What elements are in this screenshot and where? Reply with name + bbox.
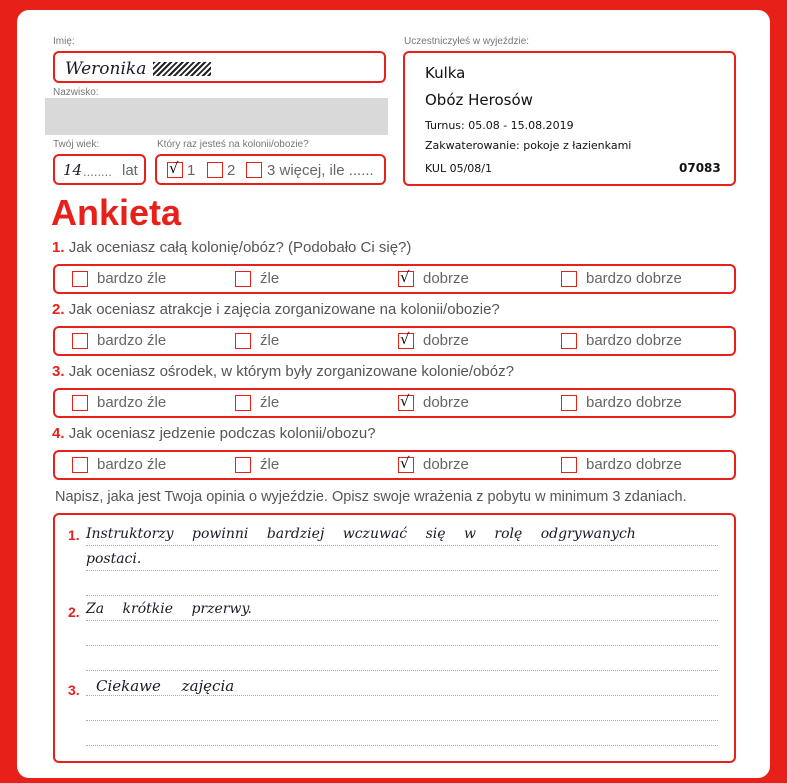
check-mark: √: [400, 268, 410, 286]
age-value: 14: [63, 161, 83, 179]
rating-checkbox[interactable]: [235, 395, 251, 411]
rating-checkbox[interactable]: [72, 457, 88, 473]
opinion-number-2: 2.: [68, 604, 80, 620]
age-dots: ........: [83, 164, 112, 179]
rating-option-label: bardzo źle: [97, 394, 167, 411]
question-text: Jak oceniasz ośrodek, w którym były zorganizowane kolonie/obóz?: [68, 363, 514, 380]
rating-checkbox[interactable]: [561, 271, 577, 287]
question-number: 2.: [52, 301, 65, 318]
rating-checkbox[interactable]: [398, 330, 414, 349]
rating-checkbox[interactable]: [398, 392, 414, 411]
which-time-option-1: 1: [187, 162, 196, 179]
question-text: Jak oceniasz jedzenie podczas kolonii/obozu?: [68, 425, 376, 442]
rating-option-label: dobrze: [423, 270, 469, 287]
question-2: [52, 301, 500, 318]
surname-label: Nazwisko:: [53, 87, 99, 98]
dotted-line: [86, 620, 718, 621]
participant-code-right: 07083: [679, 161, 721, 175]
scribbled-out-text: [153, 62, 211, 76]
which-time-option-2: 2: [227, 162, 236, 179]
opinion-number-1: 1.: [68, 527, 80, 543]
check-mark: √: [169, 159, 179, 177]
opinion-prompt: Napisz, jaka jest Twoja opinia o wyjeździe. Opisz swoje wrażenia z pobytu w minimum 3 zdaniach.: [55, 489, 687, 505]
rating-checkbox[interactable]: [561, 457, 577, 473]
opinion-number-3: 3.: [68, 682, 80, 698]
dotted-line: [86, 695, 718, 696]
question-4: [52, 425, 376, 442]
question-text: Jak oceniasz całą kolonię/obóz? (Podobało Ci się?): [68, 239, 412, 256]
participant-accommodation: Zakwaterowanie: pokoje z łazienkami: [425, 139, 632, 152]
dotted-line: [86, 595, 718, 596]
rating-checkbox[interactable]: [561, 395, 577, 411]
surname-redacted: [45, 98, 388, 135]
survey-heading: Ankieta: [51, 192, 182, 233]
question-3: [52, 363, 514, 380]
which-time-checkbox-2[interactable]: [207, 162, 223, 178]
rating-option-label: źle: [260, 394, 280, 411]
rating-option-label: bardzo dobrze: [586, 332, 682, 349]
question-1: [52, 239, 411, 256]
participant-code-left: KUL 05/08/1: [425, 162, 492, 175]
rating-checkbox[interactable]: [72, 271, 88, 287]
rating-checkbox[interactable]: [235, 271, 251, 287]
participant-label: Uczestniczyłeś w wyjeździe:: [404, 36, 530, 47]
question-number: 3.: [52, 363, 65, 380]
opinion-text-2: Za krótkie przerwy.: [86, 601, 252, 617]
question-text: Jak oceniasz atrakcje i zajęcia zorganizowane na kolonii/obozie?: [68, 301, 500, 318]
dotted-line: [86, 645, 718, 646]
rating-option-label: bardzo źle: [97, 456, 167, 473]
rating-checkbox[interactable]: [235, 457, 251, 473]
participant-camp: Obóz Herosów: [425, 91, 533, 109]
which-time-checkbox-1[interactable]: [167, 159, 183, 178]
dotted-line: [86, 745, 718, 746]
rating-option-label: dobrze: [423, 456, 469, 473]
rating-option-label: źle: [260, 332, 280, 349]
question-number: 4.: [52, 425, 65, 442]
participant-title: Kulka: [425, 64, 466, 82]
check-mark: √: [400, 392, 410, 410]
opinion-text-3: Ciekawe zajęcia: [96, 677, 235, 695]
rating-option-label: bardzo źle: [97, 270, 167, 287]
name-field[interactable]: [53, 51, 386, 83]
rating-option-label: źle: [260, 270, 280, 287]
age-label: Twój wiek:: [53, 139, 100, 150]
rating-option-label: dobrze: [423, 332, 469, 349]
rating-checkbox[interactable]: [72, 395, 88, 411]
name-label: Imię:: [53, 36, 75, 47]
rating-checkbox[interactable]: [398, 268, 414, 287]
which-time-option-3: 3 więcej, ile ......: [267, 162, 374, 179]
rating-checkbox[interactable]: [72, 333, 88, 349]
age-unit: lat: [122, 162, 138, 179]
rating-checkbox[interactable]: [235, 333, 251, 349]
rating-option-label: bardzo dobrze: [586, 270, 682, 287]
check-mark: √: [400, 454, 410, 472]
dotted-line: [86, 720, 718, 721]
which-time-field: [155, 154, 386, 185]
opinion-text-1: Instruktorzy powinni bardziej wczuwać się w rolę odgrywanych postaci.: [86, 526, 636, 567]
rating-option-label: bardzo dobrze: [586, 456, 682, 473]
rating-option-label: dobrze: [423, 394, 469, 411]
which-time-checkbox-3[interactable]: [246, 162, 262, 178]
rating-option-label: bardzo dobrze: [586, 394, 682, 411]
rating-checkbox[interactable]: [398, 454, 414, 473]
check-mark: √: [400, 330, 410, 348]
age-field[interactable]: [53, 154, 146, 185]
rating-checkbox[interactable]: [561, 333, 577, 349]
which-time-label: Który raz jesteś na kolonii/obozie?: [157, 139, 309, 150]
dotted-line: [86, 670, 718, 671]
question-number: 1.: [52, 239, 65, 256]
rating-option-label: źle: [260, 456, 280, 473]
participant-info-box: [403, 51, 736, 186]
name-value: Weronika: [65, 59, 147, 79]
rating-option-label: bardzo źle: [97, 332, 167, 349]
participant-turnus: Turnus: 05.08 - 15.08.2019: [425, 119, 574, 132]
